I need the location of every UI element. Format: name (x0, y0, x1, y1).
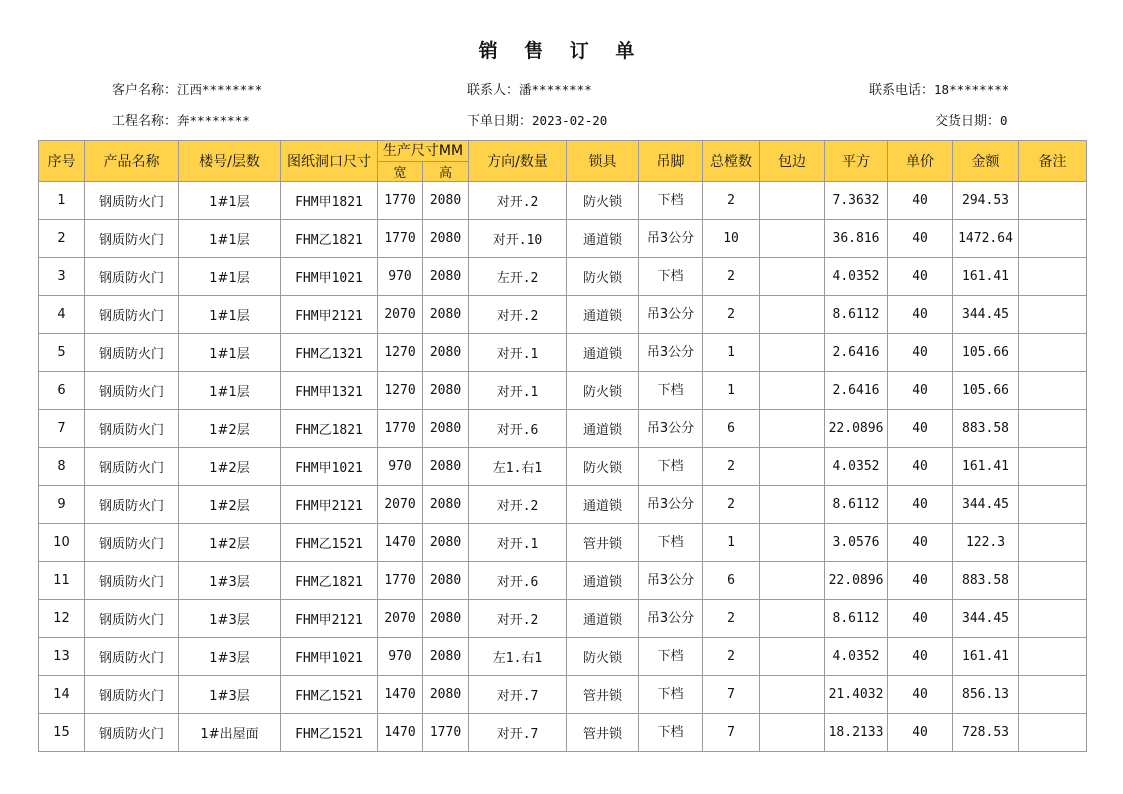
cell-product: 钢质防火门 (85, 600, 179, 638)
cell-total: 2 (703, 486, 760, 524)
cell-height: 2080 (423, 600, 469, 638)
cell-width: 970 (378, 638, 423, 676)
table-row (39, 258, 1087, 296)
cell-area: 4.0352 (825, 448, 888, 486)
table-row (39, 410, 1087, 448)
cell-direction: 对开.6 (469, 410, 567, 448)
cell-width: 1470 (378, 676, 423, 714)
cell-area: 7.3632 (825, 182, 888, 220)
cell-direction: 对开.2 (469, 600, 567, 638)
cell-product: 钢质防火门 (85, 220, 179, 258)
table-row (39, 676, 1087, 714)
cell-width: 1270 (378, 334, 423, 372)
delivery-label: 交货日期： (935, 114, 1001, 129)
cell-edge (760, 410, 825, 448)
cell-lock: 防火锁 (567, 182, 639, 220)
cell-seq: 2 (39, 220, 85, 258)
customer-value: 江西******** (177, 82, 263, 97)
cell-height: 2080 (423, 334, 469, 372)
cell-seq: 3 (39, 258, 85, 296)
contact-value: 潘******** (519, 82, 592, 97)
table-row (39, 182, 1087, 220)
cell-lock: 防火锁 (567, 372, 639, 410)
cell-area: 2.6416 (825, 372, 888, 410)
cell-note (1019, 372, 1087, 410)
table-row (39, 600, 1087, 638)
cell-price: 40 (888, 410, 953, 448)
cell-total: 2 (703, 448, 760, 486)
table-row (39, 372, 1087, 410)
cell-edge (760, 638, 825, 676)
cell-width: 1770 (378, 410, 423, 448)
cell-amount: 122.3 (953, 524, 1019, 562)
col-drawing: 图纸洞口尺寸 (281, 141, 378, 182)
cell-product: 钢质防火门 (85, 562, 179, 600)
cell-floor: 1#2层 (179, 486, 281, 524)
cell-area: 18.2133 (825, 714, 888, 752)
col-size-group: 生产尺寸MM (378, 141, 469, 162)
cell-note (1019, 220, 1087, 258)
cell-product: 钢质防火门 (85, 296, 179, 334)
cell-floor: 1#2层 (179, 448, 281, 486)
cell-edge (760, 448, 825, 486)
cell-direction: 对开.2 (469, 182, 567, 220)
cell-amount: 161.41 (953, 638, 1019, 676)
cell-product: 钢质防火门 (85, 372, 179, 410)
cell-area: 4.0352 (825, 258, 888, 296)
col-lock: 锁具 (567, 141, 639, 182)
order-table (38, 140, 1087, 752)
project-value: 奔******** (177, 113, 250, 128)
cell-seq: 14 (39, 676, 85, 714)
cell-note (1019, 638, 1087, 676)
cell-price: 40 (888, 562, 953, 600)
cell-total: 2 (703, 258, 760, 296)
cell-height: 2080 (423, 372, 469, 410)
cell-drawing: FHM乙1321 (281, 334, 378, 372)
table-row (39, 562, 1087, 600)
table-row (39, 524, 1087, 562)
cell-area: 22.0896 (825, 410, 888, 448)
cell-hanger: 吊3公分 (639, 334, 703, 372)
cell-area: 36.816 (825, 220, 888, 258)
cell-amount: 856.13 (953, 676, 1019, 714)
cell-lock: 通道锁 (567, 296, 639, 334)
cell-drawing: FHM甲2121 (281, 486, 378, 524)
cell-hanger: 下档 (639, 676, 703, 714)
phone-label: 联系电话： (869, 83, 935, 98)
cell-lock: 管井锁 (567, 524, 639, 562)
cell-seq: 1 (39, 182, 85, 220)
cell-price: 40 (888, 638, 953, 676)
cell-hanger: 吊3公分 (639, 486, 703, 524)
cell-area: 8.6112 (825, 486, 888, 524)
cell-price: 40 (888, 676, 953, 714)
cell-floor: 1#1层 (179, 182, 281, 220)
cell-lock: 通道锁 (567, 600, 639, 638)
cell-seq: 4 (39, 296, 85, 334)
cell-drawing: FHM乙1821 (281, 562, 378, 600)
table-row (39, 334, 1087, 372)
cell-area: 3.0576 (825, 524, 888, 562)
cell-direction: 对开.1 (469, 372, 567, 410)
cell-width: 1770 (378, 220, 423, 258)
cell-hanger: 下档 (639, 638, 703, 676)
cell-amount: 161.41 (953, 258, 1019, 296)
project-label: 工程名称： (112, 114, 178, 129)
cell-height: 2080 (423, 638, 469, 676)
cell-total: 7 (703, 714, 760, 752)
cell-product: 钢质防火门 (85, 638, 179, 676)
cell-product: 钢质防火门 (85, 410, 179, 448)
cell-lock: 防火锁 (567, 448, 639, 486)
cell-note (1019, 676, 1087, 714)
cell-direction: 对开.1 (469, 524, 567, 562)
cell-seq: 13 (39, 638, 85, 676)
cell-width: 1770 (378, 182, 423, 220)
cell-floor: 1#出屋面 (179, 714, 281, 752)
cell-price: 40 (888, 486, 953, 524)
cell-floor: 1#1层 (179, 258, 281, 296)
cell-drawing: FHM乙1521 (281, 714, 378, 752)
cell-price: 40 (888, 524, 953, 562)
table-row (39, 486, 1087, 524)
cell-direction: 对开.6 (469, 562, 567, 600)
cell-hanger: 吊3公分 (639, 296, 703, 334)
cell-direction: 对开.7 (469, 676, 567, 714)
cell-lock: 通道锁 (567, 220, 639, 258)
cell-price: 40 (888, 258, 953, 296)
cell-note (1019, 486, 1087, 524)
cell-height: 2080 (423, 524, 469, 562)
col-price: 单价 (888, 141, 953, 182)
cell-floor: 1#3层 (179, 638, 281, 676)
cell-direction: 左开.2 (469, 258, 567, 296)
cell-width: 1470 (378, 714, 423, 752)
cell-area: 8.6112 (825, 600, 888, 638)
cell-lock: 管井锁 (567, 714, 639, 752)
cell-floor: 1#1层 (179, 220, 281, 258)
cell-drawing: FHM甲1821 (281, 182, 378, 220)
cell-product: 钢质防火门 (85, 714, 179, 752)
cell-width: 2070 (378, 486, 423, 524)
cell-amount: 344.45 (953, 296, 1019, 334)
cell-floor: 1#1层 (179, 372, 281, 410)
cell-lock: 通道锁 (567, 486, 639, 524)
cell-edge (760, 562, 825, 600)
cell-note (1019, 182, 1087, 220)
cell-note (1019, 410, 1087, 448)
cell-product: 钢质防火门 (85, 524, 179, 562)
cell-area: 22.0896 (825, 562, 888, 600)
cell-lock: 防火锁 (567, 638, 639, 676)
cell-note (1019, 562, 1087, 600)
cell-total: 2 (703, 296, 760, 334)
cell-height: 1770 (423, 714, 469, 752)
cell-hanger: 下档 (639, 372, 703, 410)
col-hanger: 吊脚 (639, 141, 703, 182)
cell-note (1019, 524, 1087, 562)
cell-note (1019, 334, 1087, 372)
cell-edge (760, 600, 825, 638)
order-date-info (467, 110, 607, 129)
cell-total: 7 (703, 676, 760, 714)
delivery-value: 0 (1000, 113, 1008, 128)
cell-height: 2080 (423, 676, 469, 714)
cell-height: 2080 (423, 410, 469, 448)
cell-direction: 对开.10 (469, 220, 567, 258)
cell-lock: 管井锁 (567, 676, 639, 714)
cell-seq: 5 (39, 334, 85, 372)
cell-height: 2080 (423, 220, 469, 258)
table-row (39, 448, 1087, 486)
cell-hanger: 吊3公分 (639, 410, 703, 448)
cell-price: 40 (888, 600, 953, 638)
cell-area: 8.6112 (825, 296, 888, 334)
cell-lock: 通道锁 (567, 334, 639, 372)
col-seq: 序号 (39, 141, 85, 182)
order-body (39, 182, 1087, 752)
cell-direction: 左1.右1 (469, 638, 567, 676)
col-edge: 包边 (760, 141, 825, 182)
cell-width: 2070 (378, 600, 423, 638)
cell-product: 钢质防火门 (85, 182, 179, 220)
cell-note (1019, 296, 1087, 334)
page-title: 销 售 订 单 (478, 40, 645, 62)
header-row (39, 141, 1087, 162)
cell-height: 2080 (423, 296, 469, 334)
col-amount: 金额 (953, 141, 1019, 182)
cell-amount: 161.41 (953, 448, 1019, 486)
cell-edge (760, 296, 825, 334)
cell-seq: 7 (39, 410, 85, 448)
cell-drawing: FHM甲1321 (281, 372, 378, 410)
cell-amount: 294.53 (953, 182, 1019, 220)
col-product: 产品名称 (85, 141, 179, 182)
cell-width: 970 (378, 258, 423, 296)
phone-info (869, 79, 1009, 98)
cell-drawing: FHM甲2121 (281, 600, 378, 638)
cell-width: 1770 (378, 562, 423, 600)
cell-seq: 8 (39, 448, 85, 486)
cell-amount: 883.58 (953, 562, 1019, 600)
cell-seq: 12 (39, 600, 85, 638)
cell-lock: 通道锁 (567, 562, 639, 600)
cell-height: 2080 (423, 486, 469, 524)
cell-amount: 728.53 (953, 714, 1019, 752)
cell-total: 1 (703, 334, 760, 372)
cell-amount: 883.58 (953, 410, 1019, 448)
cell-product: 钢质防火门 (85, 258, 179, 296)
cell-edge (760, 714, 825, 752)
cell-area: 2.6416 (825, 334, 888, 372)
cell-direction: 对开.2 (469, 486, 567, 524)
customer-label: 客户名称： (112, 83, 178, 98)
cell-note (1019, 600, 1087, 638)
cell-width: 1470 (378, 524, 423, 562)
cell-amount: 1472.64 (953, 220, 1019, 258)
cell-seq: 10 (39, 524, 85, 562)
cell-height: 2080 (423, 182, 469, 220)
cell-direction: 对开.1 (469, 334, 567, 372)
customer-info (112, 79, 262, 98)
cell-drawing: FHM甲2121 (281, 296, 378, 334)
cell-total: 2 (703, 182, 760, 220)
table-row (39, 638, 1087, 676)
cell-drawing: FHM乙1821 (281, 410, 378, 448)
cell-edge (760, 182, 825, 220)
cell-total: 6 (703, 562, 760, 600)
cell-note (1019, 714, 1087, 752)
cell-price: 40 (888, 714, 953, 752)
cell-floor: 1#2层 (179, 524, 281, 562)
cell-price: 40 (888, 334, 953, 372)
cell-seq: 6 (39, 372, 85, 410)
cell-total: 6 (703, 410, 760, 448)
cell-lock: 防火锁 (567, 258, 639, 296)
phone-value: 18******** (934, 82, 1010, 97)
cell-product: 钢质防火门 (85, 334, 179, 372)
cell-floor: 1#2层 (179, 410, 281, 448)
cell-edge (760, 524, 825, 562)
cell-direction: 对开.7 (469, 714, 567, 752)
cell-amount: 105.66 (953, 372, 1019, 410)
cell-total: 1 (703, 524, 760, 562)
cell-width: 1270 (378, 372, 423, 410)
cell-product: 钢质防火门 (85, 676, 179, 714)
cell-direction: 对开.2 (469, 296, 567, 334)
cell-height: 2080 (423, 562, 469, 600)
cell-amount: 105.66 (953, 334, 1019, 372)
cell-drawing: FHM甲1021 (281, 448, 378, 486)
cell-floor: 1#1层 (179, 296, 281, 334)
cell-height: 2080 (423, 448, 469, 486)
cell-total: 2 (703, 600, 760, 638)
cell-product: 钢质防火门 (85, 486, 179, 524)
table-row (39, 296, 1087, 334)
delivery-info (935, 110, 1008, 129)
cell-seq: 11 (39, 562, 85, 600)
cell-floor: 1#3层 (179, 676, 281, 714)
col-total: 总樘数 (703, 141, 760, 182)
cell-edge (760, 258, 825, 296)
cell-total: 10 (703, 220, 760, 258)
col-area: 平方 (825, 141, 888, 182)
cell-lock: 通道锁 (567, 410, 639, 448)
col-note: 备注 (1019, 141, 1087, 182)
cell-width: 2070 (378, 296, 423, 334)
order-date-label: 下单日期： (467, 114, 533, 129)
cell-total: 1 (703, 372, 760, 410)
cell-hanger: 下档 (639, 714, 703, 752)
order-date-value: 2023-02-20 (532, 113, 608, 128)
cell-total: 2 (703, 638, 760, 676)
cell-amount: 344.45 (953, 600, 1019, 638)
cell-drawing: FHM甲1021 (281, 258, 378, 296)
col-width: 宽 (378, 162, 423, 182)
cell-direction: 左1.右1 (469, 448, 567, 486)
cell-note (1019, 258, 1087, 296)
cell-price: 40 (888, 448, 953, 486)
cell-area: 4.0352 (825, 638, 888, 676)
cell-seq: 15 (39, 714, 85, 752)
table-row (39, 220, 1087, 258)
cell-drawing: FHM乙1521 (281, 524, 378, 562)
project-info (112, 110, 250, 129)
cell-width: 970 (378, 448, 423, 486)
cell-price: 40 (888, 296, 953, 334)
cell-note (1019, 448, 1087, 486)
cell-drawing: FHM乙1521 (281, 676, 378, 714)
cell-edge (760, 220, 825, 258)
cell-drawing: FHM乙1821 (281, 220, 378, 258)
table-row (39, 714, 1087, 752)
cell-hanger: 下档 (639, 258, 703, 296)
cell-price: 40 (888, 372, 953, 410)
cell-floor: 1#1层 (179, 334, 281, 372)
cell-edge (760, 486, 825, 524)
cell-seq: 9 (39, 486, 85, 524)
cell-drawing: FHM甲1021 (281, 638, 378, 676)
cell-hanger: 吊3公分 (639, 220, 703, 258)
col-floor: 楼号/层数 (179, 141, 281, 182)
cell-edge (760, 676, 825, 714)
cell-floor: 1#3层 (179, 562, 281, 600)
col-height: 高 (423, 162, 469, 182)
cell-product: 钢质防火门 (85, 448, 179, 486)
contact-label: 联系人： (467, 83, 520, 98)
col-direction: 方向/数量 (469, 141, 567, 182)
cell-floor: 1#3层 (179, 600, 281, 638)
cell-amount: 344.45 (953, 486, 1019, 524)
cell-hanger: 下档 (639, 524, 703, 562)
cell-hanger: 下档 (639, 182, 703, 220)
cell-area: 21.4032 (825, 676, 888, 714)
cell-price: 40 (888, 182, 953, 220)
cell-hanger: 吊3公分 (639, 562, 703, 600)
cell-edge (760, 334, 825, 372)
cell-hanger: 吊3公分 (639, 600, 703, 638)
contact-info (467, 79, 592, 98)
cell-height: 2080 (423, 258, 469, 296)
cell-price: 40 (888, 220, 953, 258)
cell-hanger: 下档 (639, 448, 703, 486)
cell-edge (760, 372, 825, 410)
